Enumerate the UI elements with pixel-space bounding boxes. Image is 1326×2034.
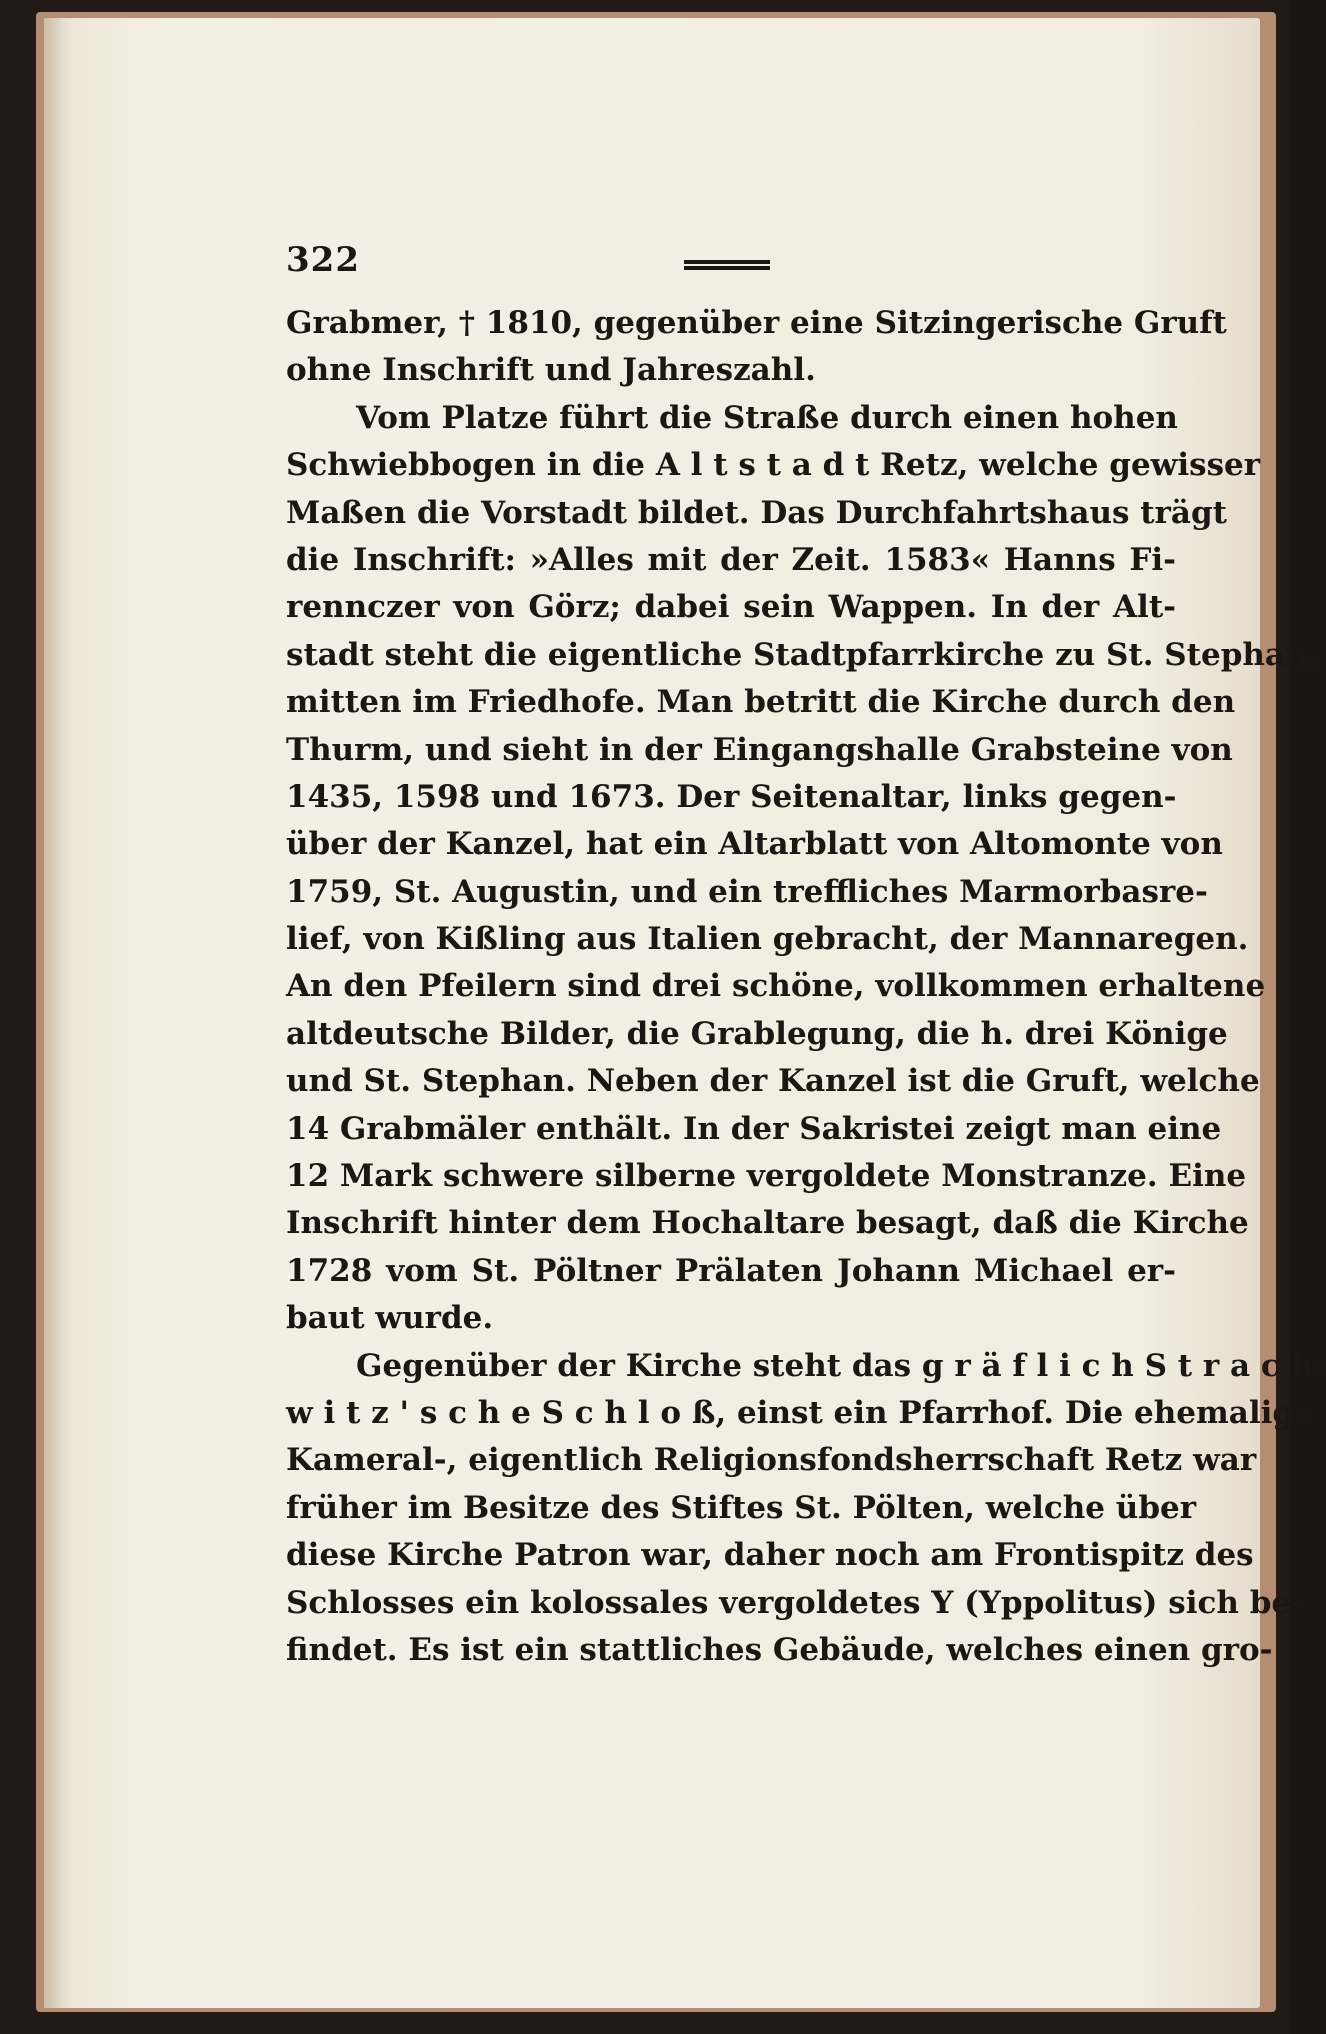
text-line: Vom Platze führt die Straße durch einen hohen [356, 399, 1178, 436]
text-line: diese Kirche Patron war, daher noch am Frontispitz des [286, 1537, 1254, 1574]
text-line: Kameral-, eigentlich Religionsfondsherrschaft Retz war [286, 1442, 1257, 1479]
text-line: altdeutsche Bilder, die Grablegung, die h. drei Könige [286, 1015, 1228, 1052]
header-double-rule [684, 260, 770, 270]
text-line: findet. Es ist ein stattliches Gebäude, welches einen gro- [286, 1631, 1273, 1668]
text-line: w i t z ' s c h e S c h l o ß, einst ein Pfarrhof. Die ehemalige [286, 1394, 1314, 1431]
page-header [286, 240, 1176, 300]
text-line: Maßen die Vorstadt bildet. Das Durchfahrtshaus trägt [286, 494, 1227, 531]
text-line: rennczer von Görz; dabei sein Wappen. In der Alt- [286, 589, 1176, 626]
text-line: und St. Stephan. Neben der Kanzel ist die Gruft, welche [286, 1063, 1260, 1100]
text-line: 12 Mark schwere silberne vergoldete Monstranze. Eine [286, 1158, 1247, 1195]
text-line: Schlosses ein kolossales vergoldetes Y (Yppolitus) sich be- [286, 1584, 1304, 1621]
page-number: 322 [286, 240, 360, 280]
text-line: früher im Besitze des Stiftes St. Pölten, welche über [286, 1489, 1197, 1526]
text-line: mitten im Friedhofe. Man betritt die Kirche durch den [286, 684, 1236, 721]
text-line: Grabmer, † 1810, gegenüber eine Sitzingerische Gruft [286, 305, 1227, 341]
text-line: 1435, 1598 und 1673. Der Seitenaltar, links gegen- [286, 778, 1177, 815]
text-line: ohne Inschrift und Jahreszahl. [286, 352, 816, 389]
text-line: die Inschrift: »Alles mit der Zeit. 1583« Hanns Fi- [286, 541, 1176, 578]
text-line: 1728 vom St. Pöltner Prälaten Johann Michael er- [286, 1252, 1176, 1289]
text-line: Schwiebbogen in die A l t s t a d t Retz, welche gewisser [286, 447, 1261, 484]
page-gutter-shadow [44, 18, 62, 2008]
text-line: über der Kanzel, hat ein Altarblatt von Altomonte von [286, 826, 1223, 863]
text-line: Thurm, und sieht in der Eingangshalle Grabsteine von [286, 731, 1233, 768]
text-line: Inschrift hinter dem Hochaltare besagt, daß die Kirche [286, 1205, 1249, 1242]
text-line: An den Pfeilern sind drei schöne, vollkommen erhaltene [286, 968, 1266, 1005]
body-text [286, 300, 1326, 1674]
text-line: baut wurde. [286, 1300, 494, 1337]
text-line: Gegenüber der Kirche steht das g r ä f l i c h S t r a c h- [356, 1347, 1326, 1384]
text-line: lief, von Kißling aus Italien gebracht, der Mannaregen. [286, 921, 1249, 958]
text-line: 14 Grabmäler enthält. In der Sakristei zeigt man eine [286, 1110, 1222, 1147]
text-line: 1759, St. Augustin, und ein treffliches Marmorbasre- [286, 873, 1208, 910]
page-text-block [286, 240, 1326, 1674]
text-line: stadt steht die eigentliche Stadtpfarrkirche zu St. Stephan, [286, 636, 1319, 673]
